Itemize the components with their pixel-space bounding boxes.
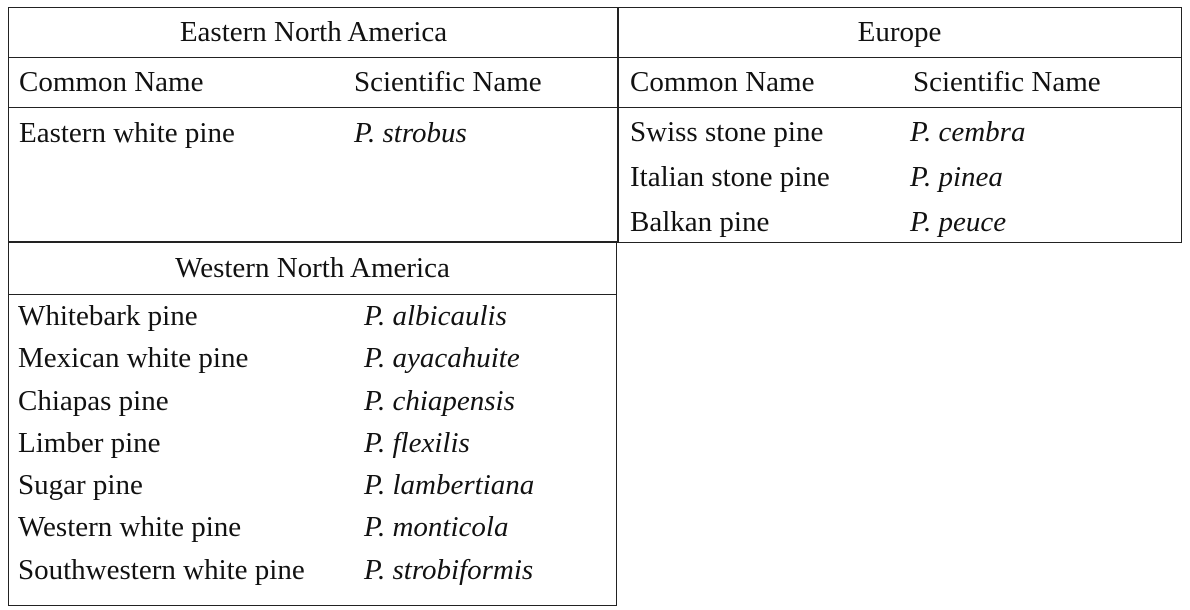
scientific-name-cell: P. peuce [910, 206, 1007, 238]
table-row [9, 549, 616, 591]
scientific-name-cell: P. cembra [910, 116, 1026, 148]
common-name-cell: Balkan pine [630, 206, 770, 238]
table-row [9, 380, 616, 422]
eastern-north-america-title: Eastern North America [9, 8, 618, 58]
column-header-scientific-name: Scientific Name [354, 66, 542, 98]
europe-title: Europe [618, 8, 1181, 58]
column-header-common-name: Common Name [630, 66, 815, 98]
scientific-name-cell: P. strobiformis [364, 553, 534, 586]
scientific-name-cell: P. albicaulis [364, 300, 507, 332]
common-name-cell: Eastern white pine [19, 117, 235, 149]
eastern-north-america-column-headers [9, 57, 618, 108]
common-name-cell: Swiss stone pine [630, 116, 824, 148]
scientific-name-cell: P. strobus [354, 117, 467, 149]
table-row [9, 295, 616, 337]
scientific-name-cell: P. chiapensis [364, 384, 515, 417]
common-name-cell: Sugar pine [18, 469, 143, 502]
eastern-north-america-rows [9, 109, 618, 157]
western-north-america-title: Western North America [9, 242, 616, 295]
eastern-north-america-table [8, 7, 619, 243]
table-row [618, 109, 1181, 154]
scientific-name-cell: P. pinea [910, 161, 1003, 193]
scientific-name-cell: P. lambertiana [364, 469, 535, 502]
western-north-america-table [8, 241, 617, 606]
table-row [9, 464, 616, 506]
scientific-name-cell: P. ayacahuite [364, 342, 520, 375]
table-row [9, 506, 616, 548]
common-name-cell: Italian stone pine [630, 161, 830, 193]
common-name-cell: Chiapas pine [18, 384, 169, 417]
table-row [618, 154, 1181, 199]
column-header-common-name: Common Name [19, 66, 204, 98]
column-header-scientific-name: Scientific Name [913, 66, 1101, 98]
scientific-name-cell: P. flexilis [364, 426, 470, 459]
common-name-cell: Whitebark pine [18, 300, 198, 332]
table-row [9, 109, 618, 157]
table-row [9, 337, 616, 379]
scientific-name-cell: P. monticola [364, 511, 509, 544]
europe-table [617, 7, 1182, 243]
common-name-cell: Limber pine [18, 426, 161, 459]
table-row [618, 199, 1181, 244]
europe-rows [618, 109, 1181, 244]
europe-column-headers [618, 57, 1181, 108]
common-name-cell: Mexican white pine [18, 342, 249, 375]
western-north-america-rows [9, 295, 616, 591]
table-row [9, 422, 616, 464]
common-name-cell: Western white pine [18, 511, 242, 544]
common-name-cell: Southwestern white pine [18, 553, 305, 586]
